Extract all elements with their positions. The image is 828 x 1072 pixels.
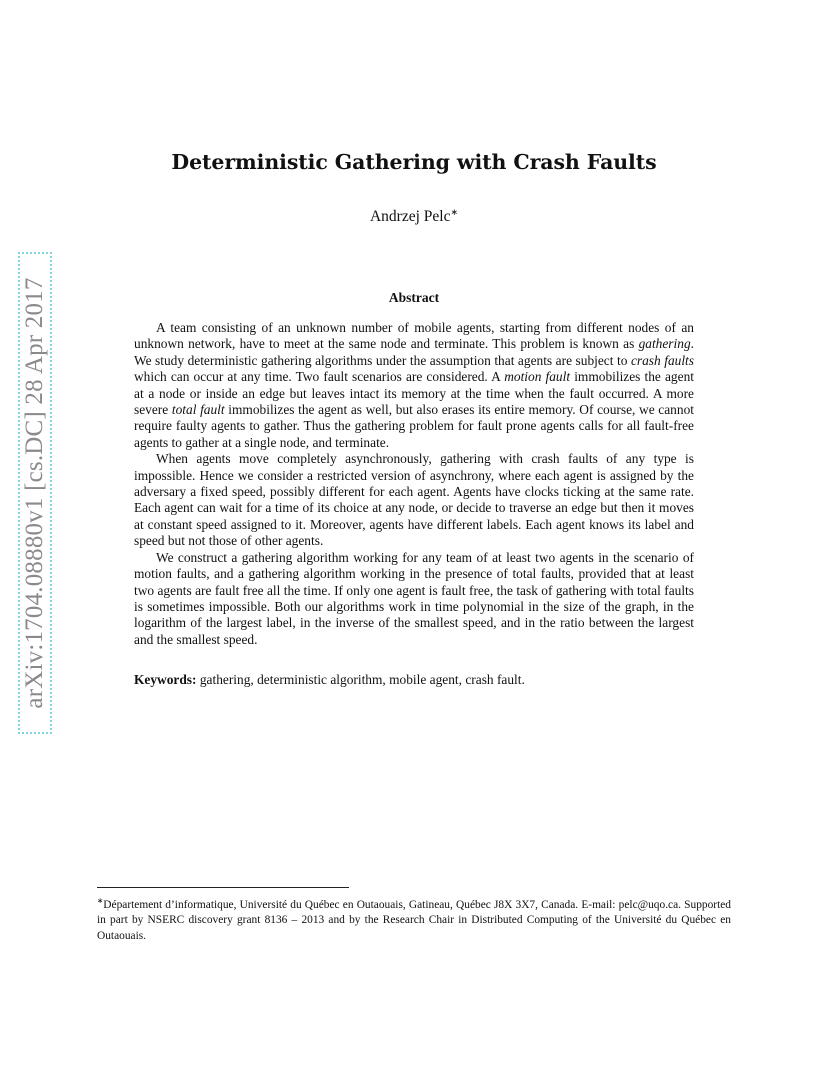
author-line bbox=[0, 207, 828, 226]
author-footnote-mark: ∗ bbox=[450, 207, 459, 217]
abstract-body bbox=[134, 320, 694, 648]
keywords-text: gathering, deterministic algorithm, mobile agent, crash fault. bbox=[196, 672, 525, 687]
abstract-text: immobilizes the agent at a node or inside an edge but leaves intact its memory at the time when the fault occurred. A more severe bbox=[134, 369, 694, 418]
abstract-emphasis: gathering bbox=[638, 336, 691, 352]
footnote-text: Département d’informatique, Université du Québec en Outaouais, Gatineau, Québec J8X 3X7, Canada. E-mail: pelc@uqo.ca. Supported in part by NSERC discovery grant 8136 – 2013 and by the Research Chair in Distributed Computing of the Université du Québec en Outaouais. bbox=[97, 898, 731, 942]
abstract-paragraph-1 bbox=[134, 320, 694, 451]
abstract-text: A team consisting of an unknown number of mobile agents, starting from different nodes of an unknown network, have to meet at the same node and terminate. This problem is known as bbox=[134, 320, 694, 352]
author-name: Andrzej Pelc bbox=[369, 208, 451, 226]
abstract-text: immobilizes the agent as well, but also erases its entire memory. Of course, we cannot require faulty agents to gather. Thus the gathering problem for fault prone agents calls for all fault-free agents to gather at a single node, and terminate. bbox=[134, 402, 694, 450]
abstract-emphasis: crash faults bbox=[630, 352, 694, 368]
footnote-divider bbox=[97, 887, 349, 888]
abstract-paragraph-3: We construct a gathering algorithm working for any team of at least two agents in the scenario of motion faults, and a gathering algorithm working in the presence of total faults, provided that at least two agents are fault free all the time. If only one agent is fault free, the task of gathering with total faults is sometimes impossible. Both our algorithms work in time polynomial in the size of the graph, in the logarithm of the largest label, in the inverse of the smallest speed, and in the ratio between the largest and the smallest speed. bbox=[134, 549, 694, 647]
paper-title: Deterministic Gathering with Crash Faults bbox=[171, 150, 657, 174]
abstract-emphasis: total fault bbox=[171, 402, 225, 418]
footnote-mark: ∗ bbox=[97, 896, 104, 905]
keywords-line bbox=[134, 672, 694, 688]
abstract-text: which can occur at any time. Two fault scenarios are considered. A bbox=[134, 369, 505, 385]
abstract-paragraph-2: When agents move completely asynchronously, gathering with crash faults of any type is impossible. Hence we consider a restricted version of asynchrony, where each agent is assigned by the adversary a fixed speed, possibly different for each agent. Agents have clocks ticking at the same rate. Each agent can wait for a time of its choice at any node, or decide to traverse an edge but then it moves at constant speed assigned to it. Moreover, agents have different labels. Each agent knows its label and speed but not those of other agents. bbox=[134, 451, 694, 549]
abstract-emphasis: motion fault bbox=[504, 369, 571, 385]
abstract-text: . We study deterministic gathering algorithms under the assumption that agents are subject to bbox=[134, 336, 694, 368]
author-affiliation-footnote bbox=[97, 893, 731, 944]
abstract-heading: Abstract bbox=[388, 290, 440, 305]
keywords-label: Keywords: bbox=[134, 672, 197, 687]
arxiv-identifier-stamp: arXiv:1704.08880v1 [cs.DC] 28 Apr 2017 bbox=[21, 277, 48, 709]
